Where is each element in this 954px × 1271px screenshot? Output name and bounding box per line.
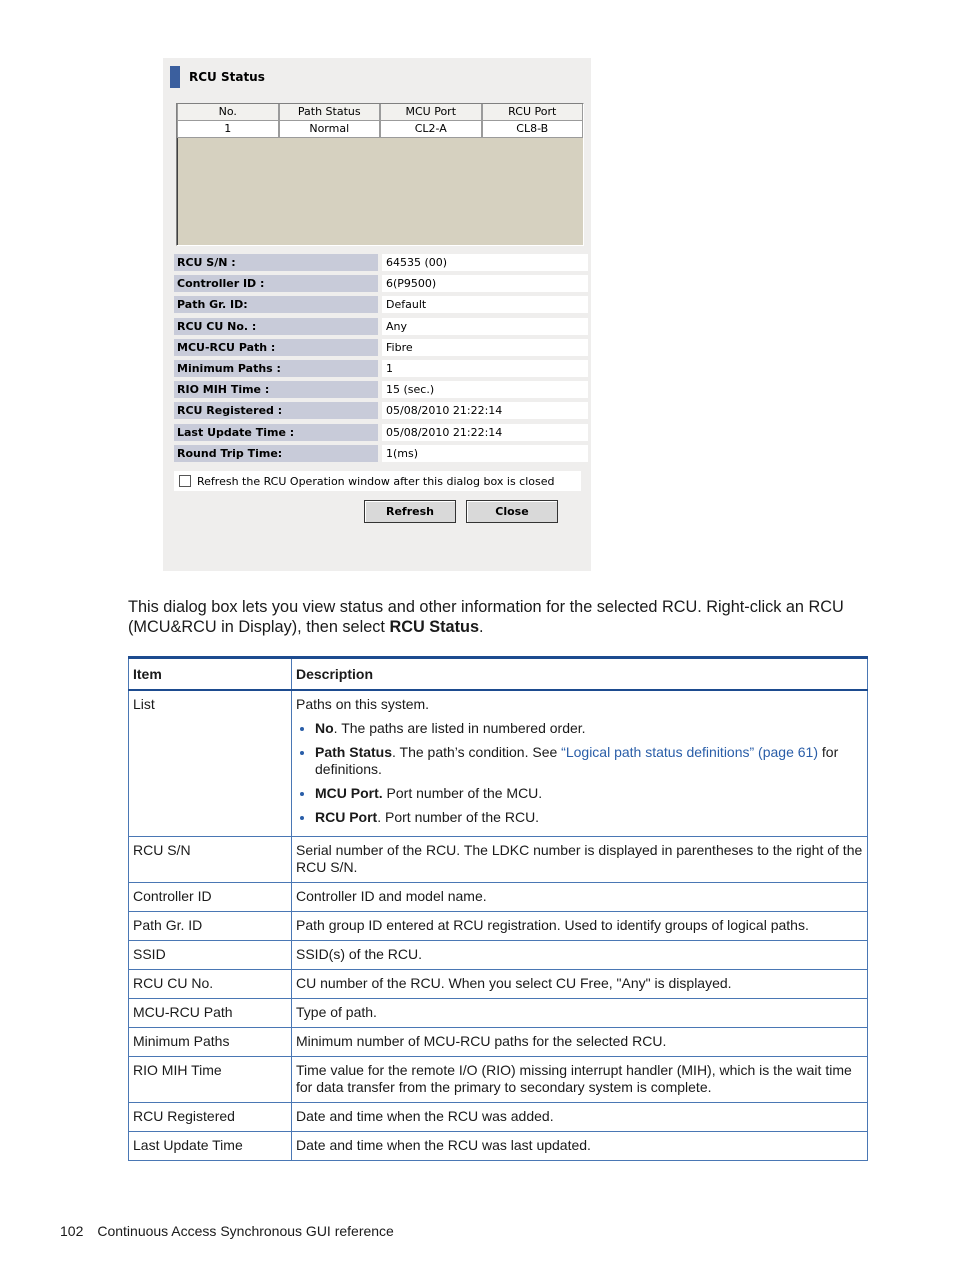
list-item: [315, 720, 863, 737]
info-value: 64535 (00): [382, 254, 588, 271]
table-row: [129, 1132, 868, 1161]
grid-header-mcu-port[interactable]: MCU Port: [380, 104, 482, 121]
row-item: RCU S/N: [129, 837, 292, 883]
info-label: Path Gr. ID:: [174, 296, 378, 313]
table-header-row: [129, 658, 868, 691]
grid-header-no[interactable]: No.: [177, 104, 279, 121]
info-row-controller-id: [174, 275, 588, 292]
info-row-path-group-id: [174, 296, 588, 313]
path-status-definitions-link[interactable]: “Logical path status definitions” (page 61): [561, 744, 818, 760]
info-row-rio-mih-time: [174, 381, 588, 398]
path-list-grid[interactable]: [176, 103, 584, 246]
refresh-option-row[interactable]: [174, 471, 581, 491]
bullet-text: . The path’s condition. See: [392, 744, 562, 760]
bullet-text-after: for definitions.: [315, 744, 839, 777]
intro-bold-term: RCU Status: [389, 618, 480, 636]
page-footer: [60, 1223, 394, 1239]
row-item: Controller ID: [129, 883, 292, 912]
table-row: [129, 912, 868, 941]
grid-header-rcu-port[interactable]: RCU Port: [482, 104, 584, 121]
info-label: Controller ID :: [174, 275, 378, 292]
list-item: [315, 785, 863, 802]
info-label: RCU Registered :: [174, 402, 378, 419]
row-description: Controller ID and model name.: [292, 883, 868, 912]
row-description: [292, 690, 868, 837]
table-row: [129, 1057, 868, 1103]
row-description: CU number of the RCU. When you select CU Free, "Any" is displayed.: [292, 970, 868, 999]
info-label: Round Trip Time:: [174, 445, 378, 462]
refresh-button[interactable]: Refresh: [364, 500, 456, 523]
grid-cell-rcu-port: CL8-B: [482, 121, 584, 138]
row-item: Path Gr. ID: [129, 912, 292, 941]
row-description: Serial number of the RCU. The LDKC number is displayed in parentheses to the right of the RCU S/N.: [292, 837, 868, 883]
row-item: RCU CU No.: [129, 970, 292, 999]
table-row: [129, 970, 868, 999]
list-item: [315, 809, 863, 826]
refresh-window-checkbox-label[interactable]: Refresh the RCU Operation window after this dialog box is closed: [197, 474, 555, 488]
dialog-title: RCU Status: [189, 70, 265, 84]
info-row-rcu-sn: [174, 254, 588, 271]
rcu-status-dialog: [163, 58, 591, 571]
bullet-term: No: [315, 720, 334, 736]
row-item: Last Update Time: [129, 1132, 292, 1161]
row-description: Minimum number of MCU-RCU paths for the selected RCU.: [292, 1028, 868, 1057]
list-item: [315, 744, 863, 778]
bullet-text: . The paths are listed in numbered order.: [333, 720, 586, 736]
page-number: 102: [60, 1223, 84, 1239]
info-label: Minimum Paths :: [174, 360, 378, 377]
table-row: [129, 1103, 868, 1132]
bullet-list: [296, 720, 863, 826]
row-item: SSID: [129, 941, 292, 970]
row-item: MCU-RCU Path: [129, 999, 292, 1028]
info-value: Any: [382, 318, 588, 335]
bullet-term: RCU Port: [315, 809, 378, 825]
row-description: Date and time when the RCU was added.: [292, 1103, 868, 1132]
row-item: Minimum Paths: [129, 1028, 292, 1057]
intro-end: .: [479, 618, 484, 636]
bullet-term: MCU Port.: [315, 785, 383, 801]
info-value: 15 (sec.): [382, 381, 588, 398]
info-label: RIO MIH Time :: [174, 381, 378, 398]
row-item: RIO MIH Time: [129, 1057, 292, 1103]
grid-cell-no: 1: [177, 121, 279, 138]
row-description: Time value for the remote I/O (RIO) missing interrupt handler (MIH), which is the wait time for data transfer from the primary to secondary system is complete.: [292, 1057, 868, 1103]
row-description: Date and time when the RCU was last updated.: [292, 1132, 868, 1161]
intro-text: This dialog box lets you view status and other information for the selected RCU. Right-click an RCU (MCU&RCU in Display), then select: [128, 598, 844, 636]
info-row-last-update-time: [174, 424, 588, 441]
refresh-window-checkbox[interactable]: [179, 475, 191, 487]
table-row: [129, 837, 868, 883]
dialog-header: [170, 66, 265, 88]
row-item: List: [129, 690, 292, 837]
header-item: Item: [129, 658, 292, 691]
bullet-text: Port number of the MCU.: [382, 785, 543, 801]
grid-cell-mcu-port: CL2-A: [380, 121, 482, 138]
info-row-round-trip-time: [174, 445, 588, 462]
table-row: [129, 941, 868, 970]
bullet-text: . Port number of the RCU.: [377, 809, 540, 825]
intro-paragraph: [128, 597, 873, 637]
grid-cell-path-status: Normal: [279, 121, 381, 138]
info-label: Last Update Time :: [174, 424, 378, 441]
table-row: [129, 883, 868, 912]
grid-row[interactable]: [177, 121, 583, 138]
row-item: RCU Registered: [129, 1103, 292, 1132]
info-value: 1: [382, 360, 588, 377]
grid-header-row: [177, 104, 583, 121]
item-description-table: [128, 656, 868, 1161]
info-row-rcu-cu-no: [174, 318, 588, 335]
info-label: RCU S/N :: [174, 254, 378, 271]
header-description: Description: [292, 658, 868, 691]
info-row-mcu-rcu-path: [174, 339, 588, 356]
info-value: 05/08/2010 21:22:14: [382, 402, 588, 419]
row-description: SSID(s) of the RCU.: [292, 941, 868, 970]
title-accent-bar: [170, 66, 180, 88]
info-row-minimum-paths: [174, 360, 588, 377]
list-intro: Paths on this system.: [296, 696, 430, 712]
info-row-rcu-registered: [174, 402, 588, 419]
info-label: RCU CU No. :: [174, 318, 378, 335]
info-value: 6(P9500): [382, 275, 588, 292]
close-button[interactable]: Close: [466, 500, 558, 523]
footer-title: Continuous Access Synchronous GUI reference: [97, 1223, 394, 1239]
table-row: [129, 999, 868, 1028]
rcu-info-panel: [174, 254, 588, 466]
grid-header-path-status[interactable]: Path Status: [279, 104, 381, 121]
info-value: 05/08/2010 21:22:14: [382, 424, 588, 441]
bullet-term: Path Status: [315, 744, 393, 760]
info-label: MCU-RCU Path :: [174, 339, 378, 356]
row-description: Path group ID entered at RCU registration. Used to identify groups of logical paths.: [292, 912, 868, 941]
table-row: [129, 690, 868, 837]
info-value: Default: [382, 296, 588, 313]
info-value: 1(ms): [382, 445, 588, 462]
info-value: Fibre: [382, 339, 588, 356]
row-description: Type of path.: [292, 999, 868, 1028]
table-row: [129, 1028, 868, 1057]
